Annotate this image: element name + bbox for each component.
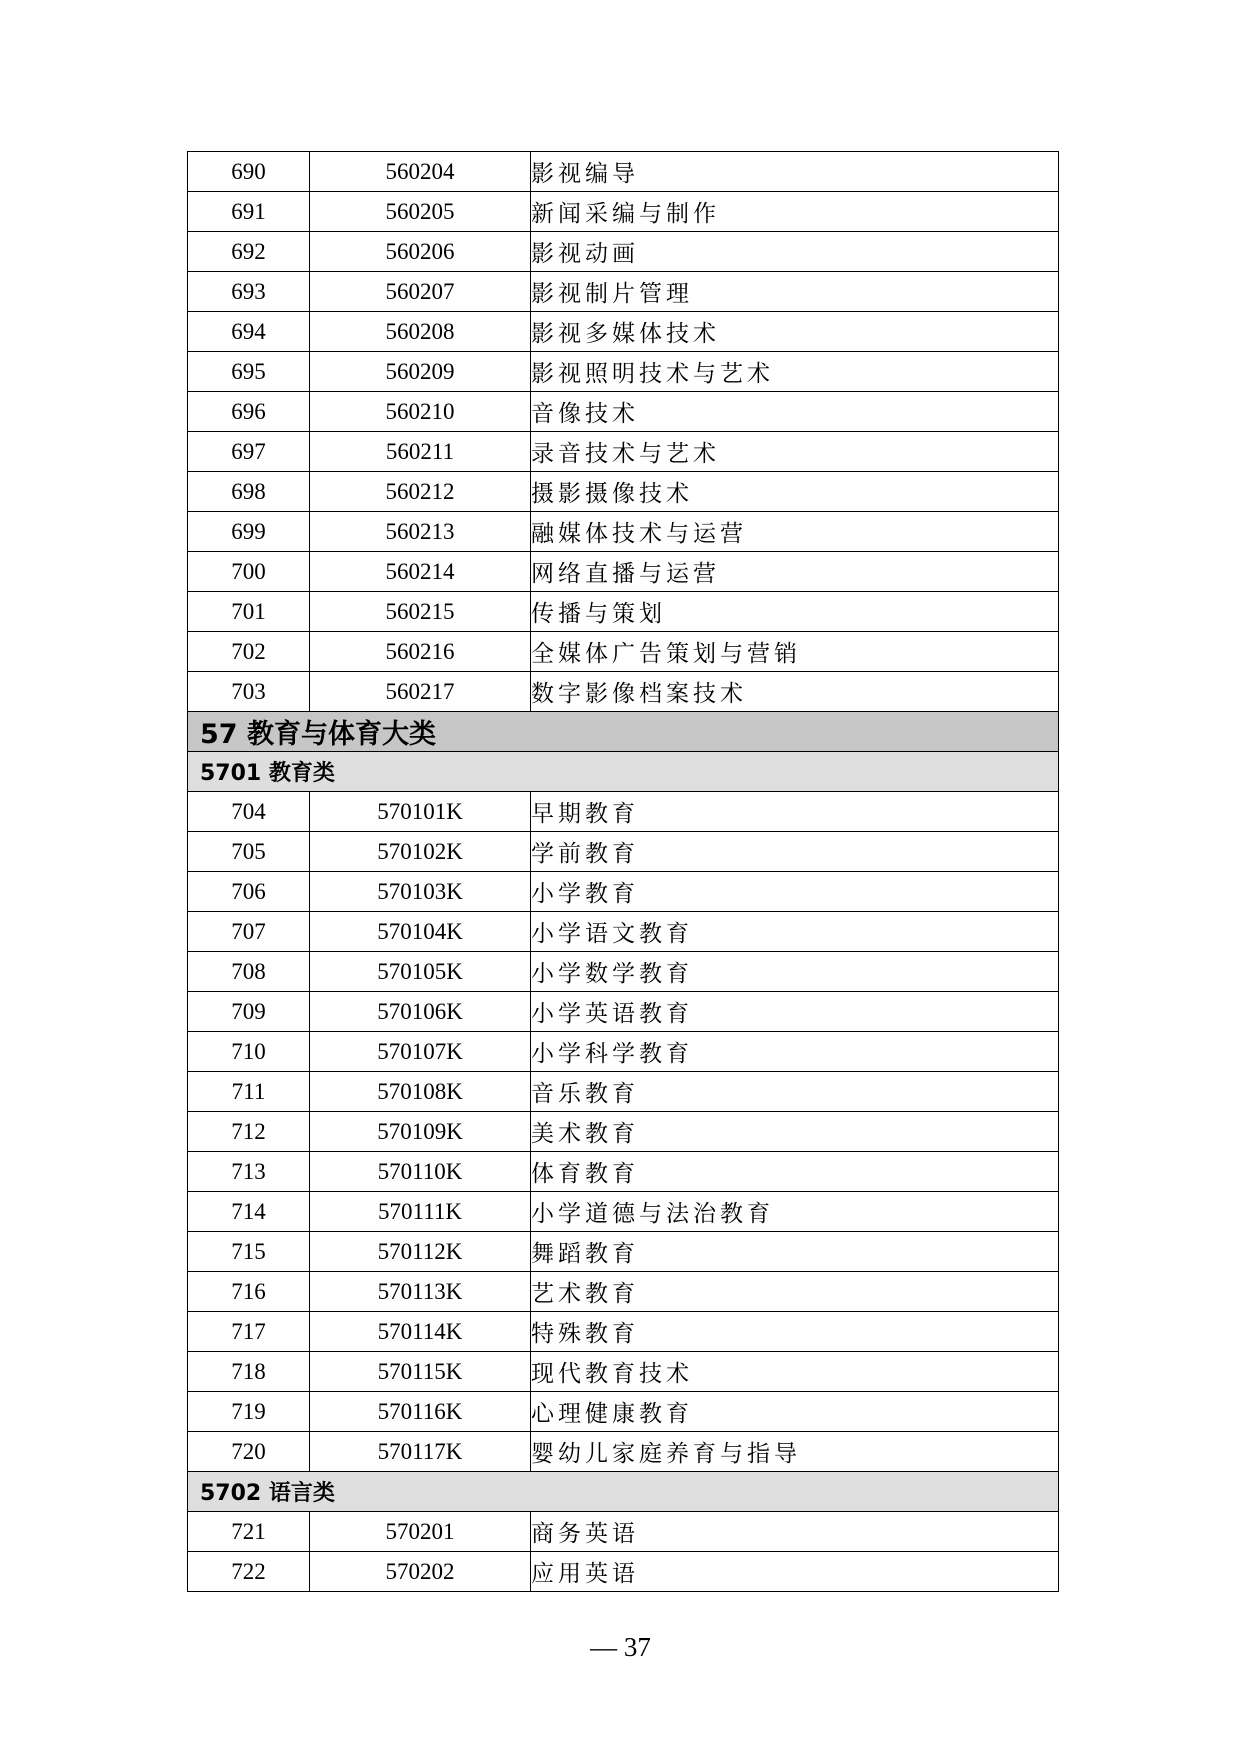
table-row <box>188 1512 1059 1552</box>
subcategory-header-row <box>188 1472 1059 1512</box>
code-cell: 560207 <box>310 272 531 312</box>
table-row <box>188 952 1059 992</box>
major-name-cell: 小学教育 <box>531 872 1059 912</box>
code-cell: 570115K <box>310 1352 531 1392</box>
seq-cell: 711 <box>188 1072 310 1112</box>
code-cell: 560210 <box>310 392 531 432</box>
seq-cell: 713 <box>188 1152 310 1192</box>
major-name-cell: 全媒体广告策划与营销 <box>531 632 1059 672</box>
table-row <box>188 872 1059 912</box>
code-cell: 570116K <box>310 1392 531 1432</box>
major-name-cell: 舞蹈教育 <box>531 1232 1059 1272</box>
code-cell: 570113K <box>310 1272 531 1312</box>
code-cell: 560209 <box>310 352 531 392</box>
code-cell: 570109K <box>310 1112 531 1152</box>
seq-cell: 698 <box>188 472 310 512</box>
category-label: 57 教育与体育大类 <box>188 712 1059 752</box>
seq-cell: 693 <box>188 272 310 312</box>
major-name-cell: 艺术教育 <box>531 1272 1059 1312</box>
seq-cell: 712 <box>188 1112 310 1152</box>
code-cell: 560206 <box>310 232 531 272</box>
major-catalog-table <box>187 151 1059 1592</box>
code-cell: 570202 <box>310 1552 531 1592</box>
seq-cell: 716 <box>188 1272 310 1312</box>
table-row <box>188 1232 1059 1272</box>
seq-cell: 708 <box>188 952 310 992</box>
table-row <box>188 1072 1059 1112</box>
subcategory-header-row <box>188 752 1059 792</box>
table-row <box>188 1272 1059 1312</box>
code-cell: 570201 <box>310 1512 531 1552</box>
seq-cell: 719 <box>188 1392 310 1432</box>
seq-cell: 722 <box>188 1552 310 1592</box>
table-row <box>188 432 1059 472</box>
code-cell: 570110K <box>310 1152 531 1192</box>
major-name-cell: 学前教育 <box>531 832 1059 872</box>
major-name-cell: 网络直播与运营 <box>531 552 1059 592</box>
major-name-cell: 应用英语 <box>531 1552 1059 1592</box>
code-cell: 570106K <box>310 992 531 1032</box>
table-row <box>188 552 1059 592</box>
major-name-cell: 心理健康教育 <box>531 1392 1059 1432</box>
category-header-row <box>188 712 1059 752</box>
table-row <box>188 352 1059 392</box>
code-cell: 570103K <box>310 872 531 912</box>
seq-cell: 702 <box>188 632 310 672</box>
major-name-cell: 婴幼儿家庭养育与指导 <box>531 1432 1059 1472</box>
code-cell: 560215 <box>310 592 531 632</box>
code-cell: 570112K <box>310 1232 531 1272</box>
table-row <box>188 272 1059 312</box>
major-name-cell: 影视编导 <box>531 152 1059 192</box>
table-row <box>188 152 1059 192</box>
code-cell: 560213 <box>310 512 531 552</box>
seq-cell: 691 <box>188 192 310 232</box>
code-cell: 560217 <box>310 672 531 712</box>
seq-cell: 715 <box>188 1232 310 1272</box>
major-name-cell: 小学语文教育 <box>531 912 1059 952</box>
major-name-cell: 摄影摄像技术 <box>531 472 1059 512</box>
major-name-cell: 数字影像档案技术 <box>531 672 1059 712</box>
subcategory-label: 5702 语言类 <box>188 1472 1059 1512</box>
major-name-cell: 影视多媒体技术 <box>531 312 1059 352</box>
seq-cell: 703 <box>188 672 310 712</box>
code-cell: 570111K <box>310 1192 531 1232</box>
code-cell: 570105K <box>310 952 531 992</box>
major-name-cell: 特殊教育 <box>531 1312 1059 1352</box>
table-row <box>188 232 1059 272</box>
major-name-cell: 影视照明技术与艺术 <box>531 352 1059 392</box>
major-name-cell: 体育教育 <box>531 1152 1059 1192</box>
major-name-cell: 美术教育 <box>531 1112 1059 1152</box>
table-row <box>188 632 1059 672</box>
seq-cell: 700 <box>188 552 310 592</box>
table-row <box>188 1032 1059 1072</box>
major-name-cell: 音乐教育 <box>531 1072 1059 1112</box>
seq-cell: 717 <box>188 1312 310 1352</box>
seq-cell: 709 <box>188 992 310 1032</box>
major-name-cell: 小学数学教育 <box>531 952 1059 992</box>
seq-cell: 695 <box>188 352 310 392</box>
major-name-cell: 影视动画 <box>531 232 1059 272</box>
page-number: — 37 <box>590 1632 651 1662</box>
code-cell: 560211 <box>310 432 531 472</box>
code-cell: 570117K <box>310 1432 531 1472</box>
seq-cell: 705 <box>188 832 310 872</box>
seq-cell: 692 <box>188 232 310 272</box>
seq-cell: 704 <box>188 792 310 832</box>
table-row <box>188 1312 1059 1352</box>
seq-cell: 707 <box>188 912 310 952</box>
table-row <box>188 392 1059 432</box>
seq-cell: 696 <box>188 392 310 432</box>
major-name-cell: 商务英语 <box>531 1512 1059 1552</box>
code-cell: 570102K <box>310 832 531 872</box>
seq-cell: 714 <box>188 1192 310 1232</box>
major-name-cell: 小学科学教育 <box>531 1032 1059 1072</box>
major-name-cell: 小学道德与法治教育 <box>531 1192 1059 1232</box>
seq-cell: 699 <box>188 512 310 552</box>
seq-cell: 701 <box>188 592 310 632</box>
subcategory-label: 5701 教育类 <box>188 752 1059 792</box>
major-name-cell: 融媒体技术与运营 <box>531 512 1059 552</box>
code-cell: 570107K <box>310 1032 531 1072</box>
seq-cell: 721 <box>188 1512 310 1552</box>
table-row <box>188 1552 1059 1592</box>
major-name-cell: 早期教育 <box>531 792 1059 832</box>
major-name-cell: 录音技术与艺术 <box>531 432 1059 472</box>
code-cell: 560214 <box>310 552 531 592</box>
table-row <box>188 592 1059 632</box>
table-row <box>188 472 1059 512</box>
table-row <box>188 192 1059 232</box>
major-name-cell: 影视制片管理 <box>531 272 1059 312</box>
seq-cell: 694 <box>188 312 310 352</box>
table-row <box>188 1192 1059 1232</box>
code-cell: 560212 <box>310 472 531 512</box>
major-name-cell: 现代教育技术 <box>531 1352 1059 1392</box>
major-name-cell: 小学英语教育 <box>531 992 1059 1032</box>
table-row <box>188 992 1059 1032</box>
code-cell: 570108K <box>310 1072 531 1112</box>
seq-cell: 706 <box>188 872 310 912</box>
table-body <box>188 152 1059 1592</box>
major-name-cell: 新闻采编与制作 <box>531 192 1059 232</box>
seq-cell: 718 <box>188 1352 310 1392</box>
table-row <box>188 312 1059 352</box>
table-row <box>188 1432 1059 1472</box>
code-cell: 570114K <box>310 1312 531 1352</box>
table-row <box>188 1152 1059 1192</box>
code-cell: 570104K <box>310 912 531 952</box>
seq-cell: 697 <box>188 432 310 472</box>
major-name-cell: 传播与策划 <box>531 592 1059 632</box>
code-cell: 560205 <box>310 192 531 232</box>
seq-cell: 720 <box>188 1432 310 1472</box>
table-row <box>188 672 1059 712</box>
major-name-cell: 音像技术 <box>531 392 1059 432</box>
table-row <box>188 1392 1059 1432</box>
table-row <box>188 832 1059 872</box>
code-cell: 570101K <box>310 792 531 832</box>
table-row <box>188 792 1059 832</box>
code-cell: 560208 <box>310 312 531 352</box>
code-cell: 560216 <box>310 632 531 672</box>
seq-cell: 690 <box>188 152 310 192</box>
seq-cell: 710 <box>188 1032 310 1072</box>
table-row <box>188 912 1059 952</box>
table-row <box>188 1352 1059 1392</box>
code-cell: 560204 <box>310 152 531 192</box>
table-row <box>188 1112 1059 1152</box>
table-row <box>188 512 1059 552</box>
